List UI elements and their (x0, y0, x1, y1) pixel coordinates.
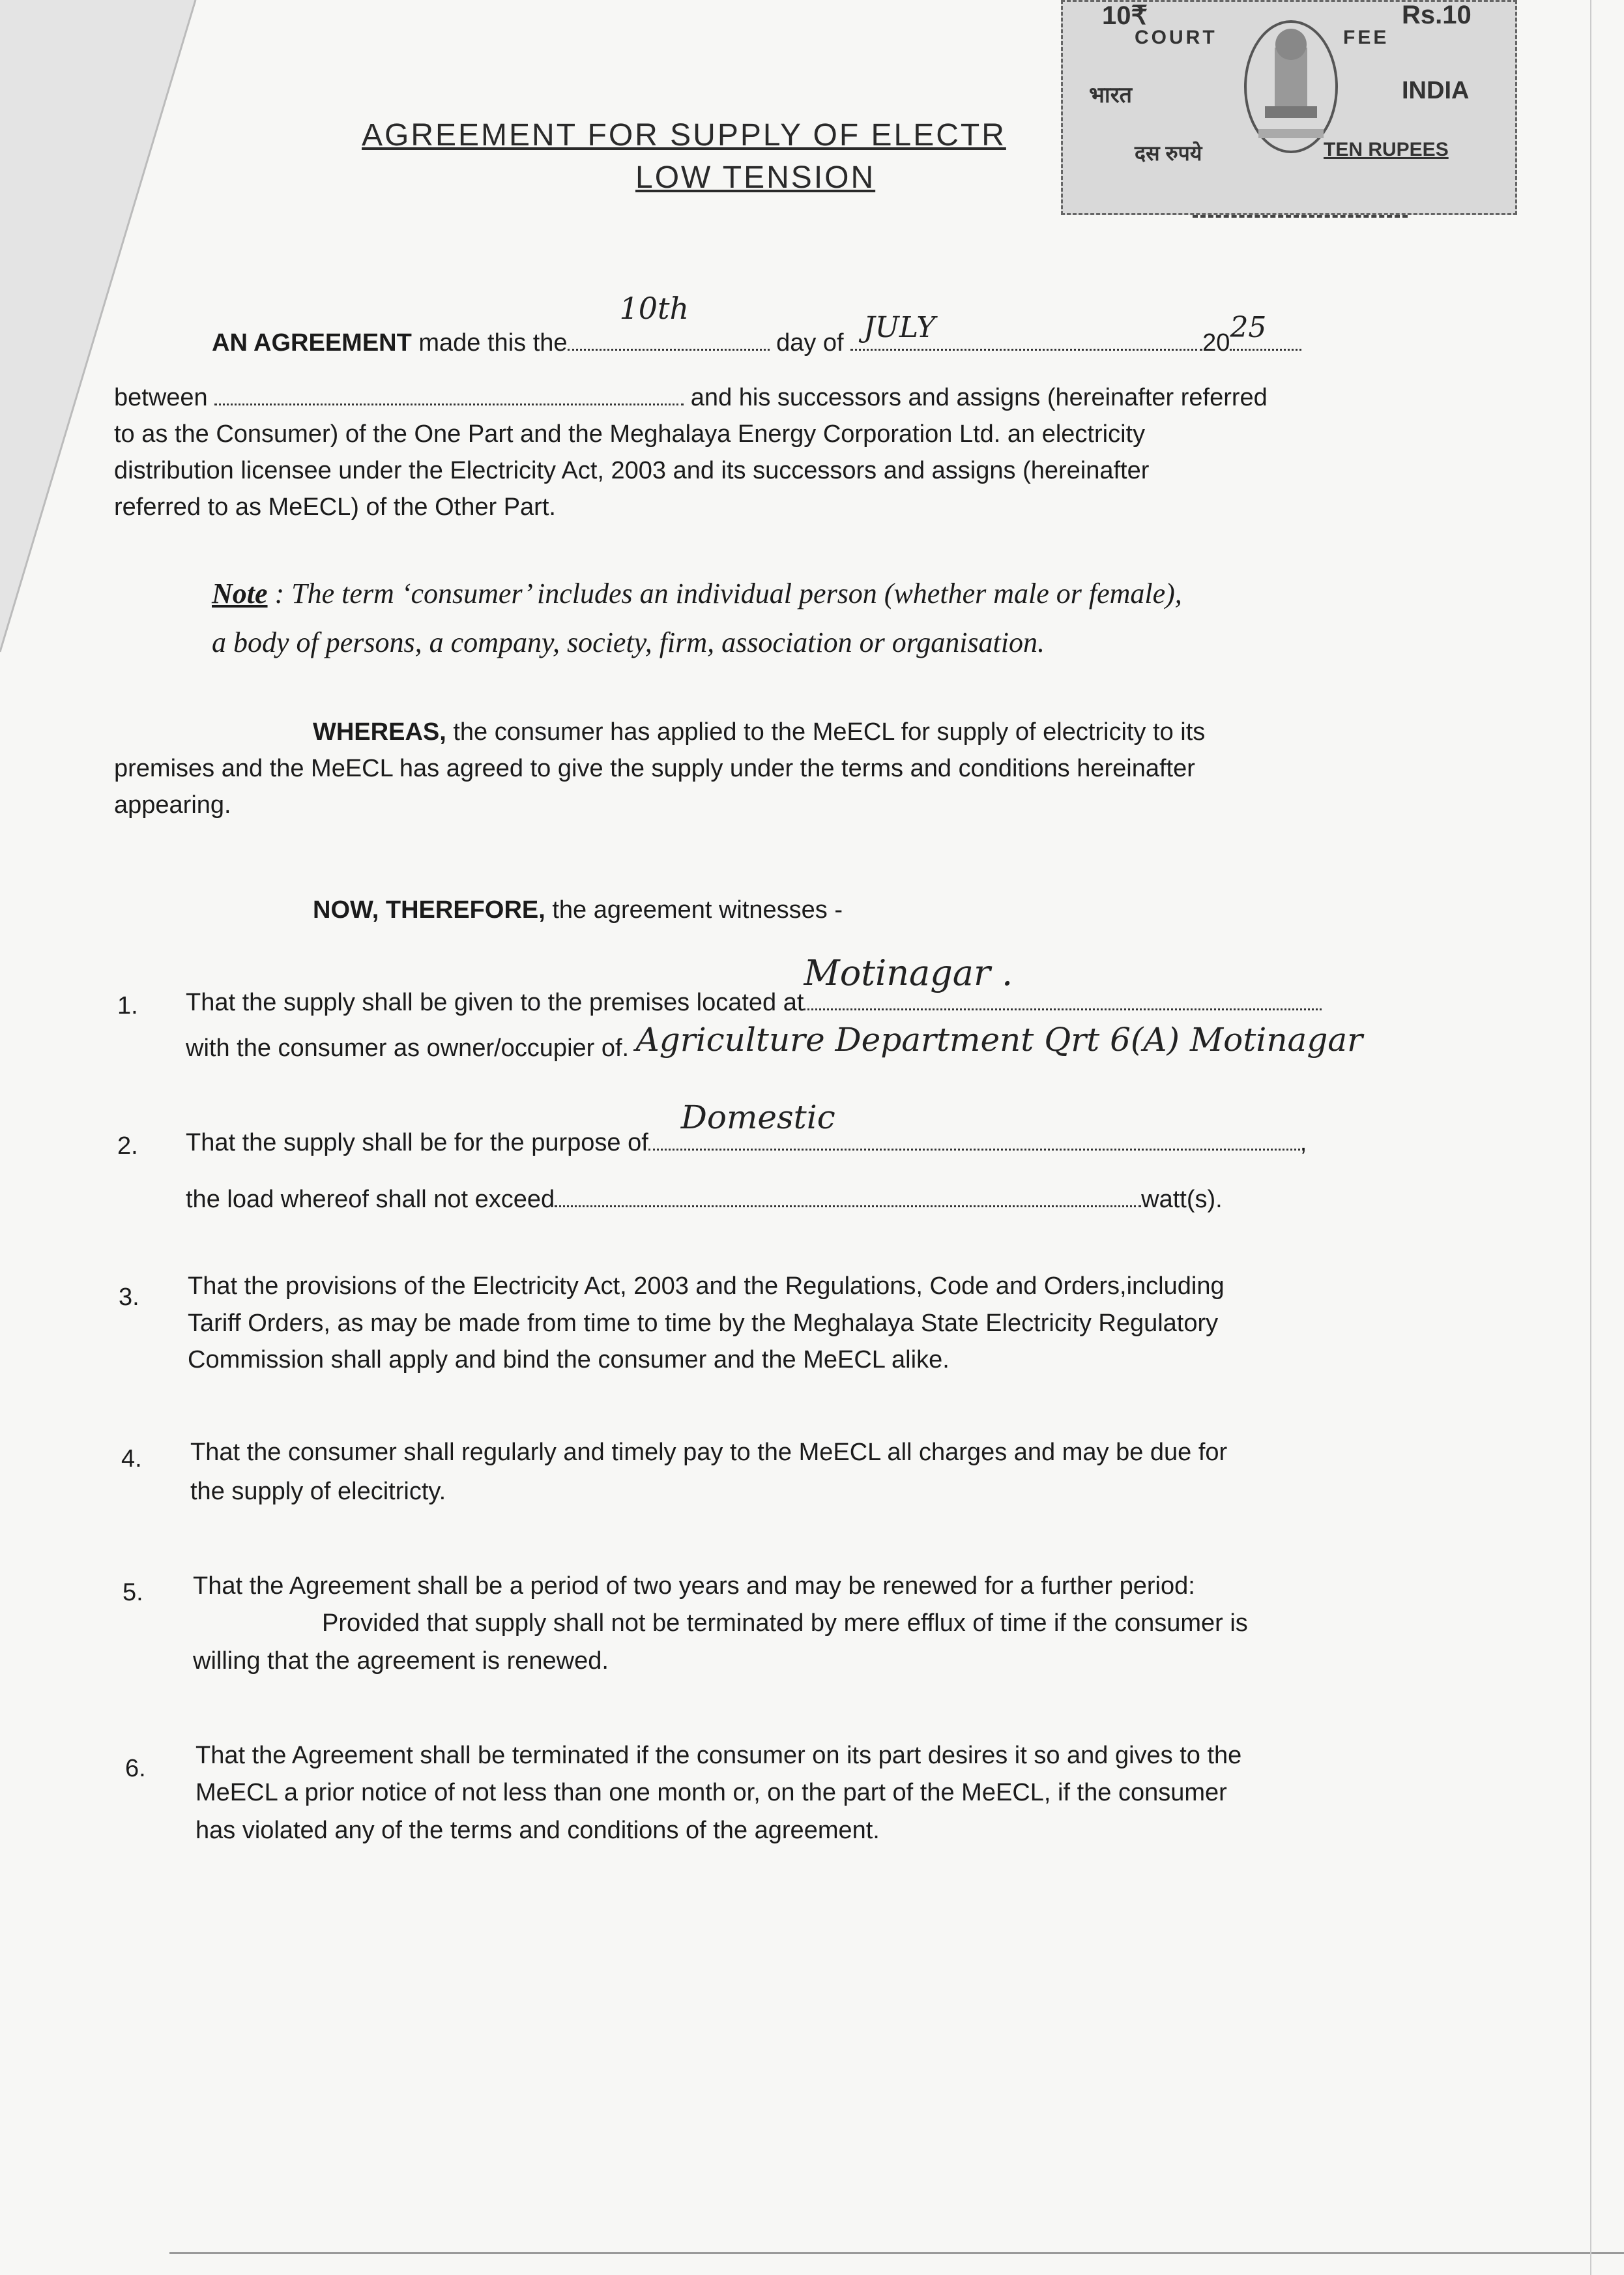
clause-4-line-2: the supply of elecitricty. (190, 1478, 446, 1505)
clause-2-line-2 (186, 1181, 1223, 1218)
year-handwritten: 25 (1230, 311, 1267, 344)
clause-5-line-3: willing that the agreement is renewed. (193, 1647, 609, 1675)
clause-4-number: 4. (121, 1445, 142, 1473)
court-fee-stamp (1061, 0, 1517, 215)
whereas-text-1: the consumer has applied to the MeECL for supply of electricity to its (446, 718, 1206, 746)
load-blank (555, 1186, 1141, 1207)
whereas-line-2: premises and the MeECL has agreed to give the supply under the terms and conditions hereinafter (114, 755, 1195, 782)
clause-3-line-3: Commission shall apply and bind the consumer and the MeECL alike. (188, 1346, 950, 1373)
day-handwritten: 10th (619, 291, 689, 326)
month-blank (850, 311, 1202, 351)
stamp-value-left: 10₹ (1102, 1, 1148, 30)
agreement-lead: AN AGREEMENT (212, 329, 412, 357)
stamp-ten-rupees-text: TEN RUPEES (1324, 139, 1449, 160)
document-title: AGREEMENT FOR SUPPLY OF ELECTR (362, 118, 1006, 153)
premises-blank (804, 952, 1322, 1010)
document-subtitle: LOW TENSION (635, 160, 876, 195)
whereas-lead: WHEREAS, (313, 718, 446, 746)
clause-5-line-2: Provided that supply shall not be terminated by mere efflux of time if the consumer is (322, 1609, 1248, 1637)
clause-2-text-1: That the supply shall be for the purpose of (186, 1129, 648, 1156)
occupier-handwritten: Agriculture Department Qrt 6(A) Motinagar (635, 1021, 1363, 1059)
intro-line-4: referred to as MeECL) of the Other Part. (114, 493, 556, 521)
clause-3-number: 3. (119, 1284, 139, 1311)
clause-1-text-1: That the supply shall be given to the premises located at (186, 989, 804, 1016)
between-line (114, 379, 1268, 416)
stamp-country-text: INDIA (1402, 77, 1470, 104)
now-therefore-lead: NOW, THEREFORE, (313, 896, 545, 924)
stamp-fee-text: FEE (1343, 27, 1389, 48)
clause-3-line-1: That the provisions of the Electricity Act, 2003 and the Regulations, Code and Orders,including (188, 1272, 1225, 1300)
clause-1-line-1 (186, 952, 1322, 1021)
whereas-line-1 (313, 714, 1205, 750)
clause-6-line-3: has violated any of the terms and conditions of the agreement. (196, 1817, 880, 1844)
day-of-text: day of (769, 329, 851, 357)
month-handwritten: JULY (863, 311, 936, 344)
made-this-text: made this the (411, 329, 568, 357)
day-blank (568, 291, 770, 351)
clause-4-line-1: That the consumer shall regularly and timely pay to the MeECL all charges and may be due for (190, 1439, 1228, 1466)
stamp-court-text: COURT (1135, 27, 1217, 48)
stamp-underline (1193, 215, 1408, 218)
clause-6-line-1: That the Agreement shall be terminated if the consumer on its part desires it so and gives to the (196, 1742, 1242, 1769)
clause-2-line-1: That the supply shall be for the purpose of Domestic , (186, 1098, 1307, 1156)
purpose-handwritten: Domestic (680, 1098, 835, 1136)
premises-handwritten: Motinagar . (804, 952, 1013, 993)
clause-1-line-2 (186, 1021, 1363, 1066)
note-line-2: a body of persons, a company, society, firm, association or organisation. (212, 626, 1045, 658)
clause-5-line-1: That the Agreement shall be a period of two years and may be renewed for a further period: (193, 1572, 1195, 1600)
now-therefore-text: the agreement witnesses - (545, 896, 843, 924)
clause-6-number: 6. (125, 1755, 146, 1782)
clause-1-text-2: with the consumer as owner/occupier of. (186, 1035, 630, 1062)
note-label: Note (212, 578, 268, 609)
clause-5-number: 5. (123, 1579, 143, 1606)
clause-2-number: 2. (117, 1132, 138, 1160)
clause-3-line-2: Tariff Orders, as may be made from time to time by the Meghalaya State Electricity Regulatory (188, 1310, 1219, 1337)
intro-line-3: distribution licensee under the Electricity Act, 2003 and its successors and assigns (hereinafter (114, 457, 1150, 484)
stamp-hindi-bottom-text: दस रुपये (1135, 141, 1202, 165)
underlying-page-edge (169, 2252, 1624, 2254)
between-rest-text: and his successors and assigns (hereinafter referred (690, 384, 1268, 411)
clause-1-number: 1. (117, 992, 138, 1020)
emblem-icon (1239, 15, 1343, 165)
whereas-line-3: appearing. (114, 791, 231, 819)
agreement-date-line (212, 291, 1301, 361)
year-prefix: 20 (1202, 329, 1230, 357)
note-text-1: : The term ‘consumer’ includes an individual person (whether male or female), (267, 578, 1182, 609)
clause-2-unit: watt(s). (1141, 1186, 1223, 1213)
stamp-value-right: Rs.10 (1402, 1, 1472, 29)
now-therefore-line (313, 892, 843, 928)
intro-line-2: to as the Consumer) of the One Part and the Meghalaya Energy Corporation Ltd. an electricity (114, 420, 1146, 448)
clause-2-text-2: the load whereof shall not exceed (186, 1186, 555, 1213)
consumer-name-blank (214, 384, 684, 405)
between-text: between (114, 384, 208, 411)
clause-6-line-2: MeECL a prior notice of not less than one month or, on the part of the MeECL, if the consumer (196, 1779, 1227, 1806)
year-blank (1230, 311, 1301, 351)
page-edge-shadow (0, 0, 222, 717)
stamp-hindi-text: भारत (1089, 83, 1132, 108)
underlying-page-edge-right (1590, 0, 1591, 2275)
note-line-1 (212, 577, 1182, 610)
